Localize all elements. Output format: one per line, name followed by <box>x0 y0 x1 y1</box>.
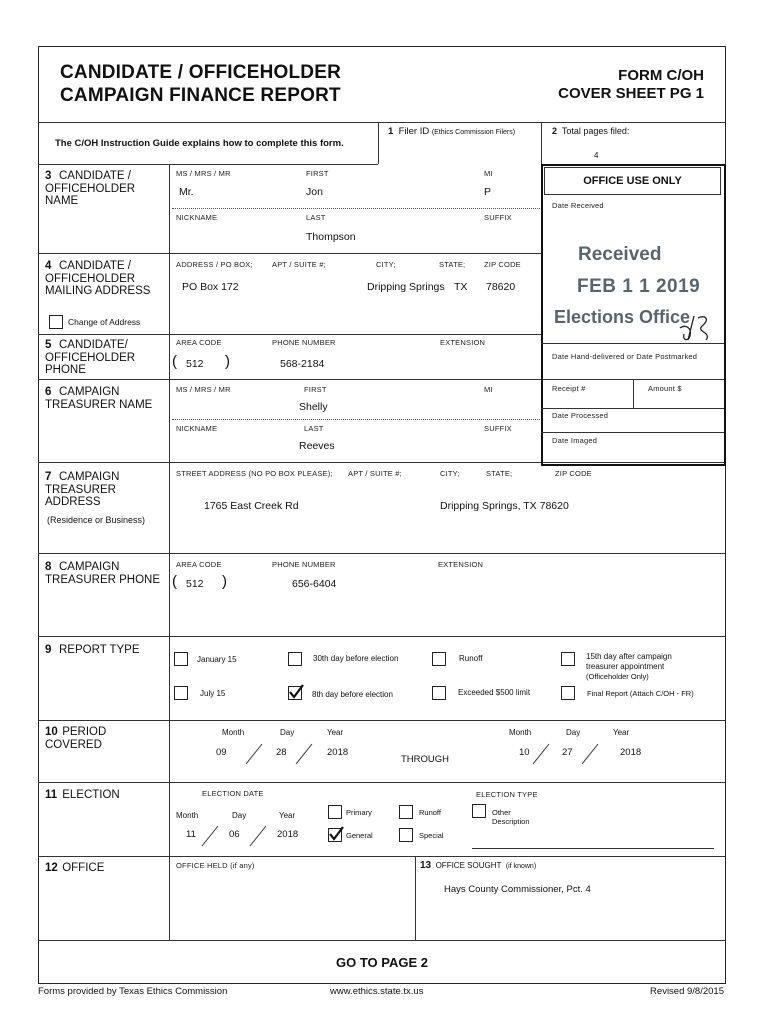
paren-left: ( <box>172 353 177 370</box>
footer-website[interactable]: www.ethics.state.tx.us <box>330 986 424 997</box>
s3-nickname-label: NICKNAME <box>176 213 218 222</box>
office-held-label: OFFICE HELD (if any) <box>176 861 255 870</box>
divider <box>38 553 725 554</box>
date-imaged-label: Date Imaged <box>552 436 598 445</box>
divider <box>38 940 725 941</box>
section-4-label: 4 CANDIDATE / OFFICEHOLDER MAILING ADDRESS <box>45 260 151 297</box>
divider <box>541 343 724 344</box>
s7-street-value[interactable]: 1765 East Creek Rd <box>204 500 299 512</box>
section-3-label: 3 CANDIDATE / OFFICEHOLDER NAME <box>45 170 136 207</box>
divider <box>541 432 724 433</box>
from-day-label: Day <box>280 728 295 737</box>
s3-first-value[interactable]: Jon <box>306 186 323 198</box>
runoff-report-label: Runoff <box>459 654 483 663</box>
stamp-elections-office: Elections Office <box>554 307 691 327</box>
final-report-label: Final Report (Attach C/OH - FR) <box>587 689 694 698</box>
15th-day-checkbox[interactable] <box>561 652 575 666</box>
divider <box>38 636 725 637</box>
sheet-label: COVER SHEET PG 1 <box>558 85 704 102</box>
s6-last-value[interactable]: Reeves <box>299 440 335 452</box>
divider <box>38 379 541 380</box>
divider <box>38 122 725 123</box>
other-label: Other Description <box>492 808 530 826</box>
to-day-value[interactable]: 27 <box>562 747 573 758</box>
s4-zip-label: ZIP CODE <box>484 260 521 269</box>
january-15-label: January 15 <box>197 655 237 664</box>
amount-label: Amount $ <box>648 384 682 393</box>
s6-first-value[interactable]: Shelly <box>299 401 328 413</box>
exceeded-500-label: Exceeded $500 limit <box>458 688 531 697</box>
s4-state-label: STATE; <box>439 260 466 269</box>
section-7-label: 7 CAMPAIGN TREASURER ADDRESS <box>45 471 120 508</box>
section-8-label: 8 CAMPAIGN TREASURER PHONE <box>45 561 161 586</box>
30th-day-label: 30th day before election <box>313 654 399 663</box>
to-year-value[interactable]: 2018 <box>620 747 642 758</box>
date-slash <box>200 824 220 848</box>
form-id: FORM C/OH <box>618 67 704 84</box>
election-day-value[interactable]: 06 <box>229 829 240 840</box>
stamp-received: Received <box>578 244 662 265</box>
date-received-label: Date Received <box>552 201 604 210</box>
election-year-label: Year <box>279 811 296 820</box>
s5-phone-label: PHONE NUMBER <box>272 338 336 347</box>
s3-last-value[interactable]: Thompson <box>306 231 356 243</box>
form-title-line1: CANDIDATE / OFFICEHOLDER <box>60 62 341 83</box>
s4-city-value[interactable]: Dripping Springs <box>367 281 445 293</box>
change-of-address-checkbox[interactable] <box>49 315 63 329</box>
receipt-label: Receipt # <box>552 384 586 393</box>
july-15-label: July 15 <box>200 689 226 698</box>
s3-prefix-value[interactable]: Mr. <box>179 186 194 198</box>
section-11-label: 11 ELECTION <box>45 789 120 801</box>
s8-extension-label: EXTENSION <box>438 560 484 569</box>
runoff-report-checkbox[interactable] <box>432 652 446 666</box>
footer-left: Forms provided by Texas Ethics Commission <box>38 986 228 997</box>
s8-phone-value[interactable]: 656-6404 <box>292 578 337 590</box>
divider <box>633 379 634 408</box>
s8-area-value[interactable]: 512 <box>186 578 204 590</box>
other-checkbox[interactable] <box>472 804 486 818</box>
paren-right: ) <box>225 353 230 370</box>
date-slash <box>580 742 600 766</box>
s3-first-label: FIRST <box>306 169 329 178</box>
paren-left: ( <box>172 573 177 590</box>
date-slash <box>248 824 268 848</box>
s7-zip-label: ZIP CODE <box>555 469 592 478</box>
election-type-label: ELECTION TYPE <box>476 790 538 799</box>
divider <box>541 408 724 409</box>
s6-last-label: LAST <box>304 424 324 433</box>
date-slash <box>294 742 314 766</box>
office-sought-label: 13 OFFICE SOUGHT (if known) <box>420 860 537 871</box>
s4-apt-label: APT / SUITE #; <box>272 260 326 269</box>
to-year-label: Year <box>613 728 630 737</box>
label-column-divider <box>169 164 170 940</box>
s7-apt-label: APT / SUITE #; <box>348 469 402 478</box>
date-processed-label: Date Processed <box>552 411 609 420</box>
change-of-address-label: Change of Address <box>68 317 141 327</box>
s6-prefix-label: MS / MRS / MR <box>176 385 231 394</box>
30th-day-checkbox[interactable] <box>288 652 302 666</box>
s3-suffix-label: SUFFIX <box>484 213 512 222</box>
s6-first-label: FIRST <box>304 385 327 394</box>
january-15-checkbox[interactable] <box>174 652 188 666</box>
s3-last-label: LAST <box>306 213 326 222</box>
s7-street-label: STREET ADDRESS (NO PO BOX PLEASE); <box>176 469 333 478</box>
section-10-label: 10 PERIOD COVERED <box>45 726 107 751</box>
s4-zip-value[interactable]: 78620 <box>486 281 516 293</box>
divider <box>38 856 725 857</box>
section-12-label: 12 OFFICE <box>45 862 105 874</box>
primary-label: Primary <box>346 808 372 817</box>
july-15-checkbox[interactable] <box>174 686 188 700</box>
go-to-page-2: GO TO PAGE 2 <box>336 955 428 970</box>
s8-phone-label: PHONE NUMBER <box>272 560 336 569</box>
s7-city-state-zip-value[interactable]: Dripping Springs, TX 78620 <box>440 500 569 512</box>
election-month-label: Month <box>176 811 199 820</box>
s3-mi-value[interactable]: P <box>484 186 492 198</box>
final-report-checkbox[interactable] <box>561 686 575 700</box>
office-use-title: OFFICE USE ONLY <box>583 175 682 187</box>
stamp-date: FEB 1 1 2019 <box>577 276 701 297</box>
election-runoff-checkbox[interactable] <box>399 805 413 819</box>
from-month-value[interactable]: 09 <box>216 747 227 758</box>
from-month-label: Month <box>222 728 245 737</box>
office-sought-value[interactable]: Hays County Commissioner, Pct. 4 <box>444 884 591 895</box>
s7-sub-label: (Residence or Business) <box>47 515 146 525</box>
divider <box>38 253 541 254</box>
dotted-divider <box>172 208 540 209</box>
divider <box>38 334 541 335</box>
filer-id-label: 1 Filer ID (Ethics Commission Filers) <box>388 126 516 137</box>
dotted-divider <box>172 419 540 420</box>
exceeded-500-checkbox[interactable] <box>432 686 446 700</box>
s7-city-label: CITY; <box>440 469 460 478</box>
footer-revised: Revised 9/8/2015 <box>650 986 724 997</box>
date-slash <box>531 742 551 766</box>
check-mark-icon <box>288 684 304 700</box>
election-year-value[interactable]: 2018 <box>277 829 299 840</box>
from-day-value[interactable]: 28 <box>276 747 287 758</box>
general-label: General <box>346 831 373 840</box>
s3-prefix-label: MS / MRS / MR <box>176 169 231 178</box>
15th-day-label: 15th day after campaign treasurer appointment (Officeholder Only) <box>586 652 672 681</box>
to-month-label: Month <box>509 728 532 737</box>
date-slash <box>244 742 264 766</box>
s6-suffix-label: SUFFIX <box>484 424 512 433</box>
section-6-label: 6 CAMPAIGN TREASURER NAME <box>45 386 153 411</box>
primary-checkbox[interactable] <box>328 805 342 819</box>
s5-phone-value[interactable]: 568-2184 <box>280 358 325 370</box>
divider <box>38 782 725 783</box>
through-label: THROUGH <box>401 754 450 765</box>
s4-address-value[interactable]: PO Box 172 <box>182 281 239 293</box>
paren-right: ) <box>222 573 227 590</box>
s5-area-label: AREA CODE <box>176 338 222 347</box>
s4-address-label: ADDRESS / PO BOX; <box>176 260 253 269</box>
divider <box>378 122 379 164</box>
divider <box>38 720 725 721</box>
s8-area-label: AREA CODE <box>176 560 222 569</box>
8th-day-checkbox[interactable] <box>288 686 302 700</box>
s6-mi-label: MI <box>484 385 493 394</box>
special-label: Special <box>419 831 444 840</box>
form-title-line2: CAMPAIGN FINANCE REPORT <box>60 85 341 106</box>
s5-extension-label: EXTENSION <box>440 338 486 347</box>
instruction-text: The C/OH Instruction Guide explains how to complete this form. <box>55 138 344 149</box>
section-9-label: 9 REPORT TYPE <box>45 644 140 656</box>
s5-area-value[interactable]: 512 <box>186 358 204 370</box>
to-day-label: Day <box>566 728 581 737</box>
s4-state-value[interactable]: TX <box>454 281 468 293</box>
divider <box>415 856 416 940</box>
election-day-label: Day <box>232 811 247 820</box>
initials-signature-icon <box>676 306 722 346</box>
election-month-value[interactable]: 11 <box>186 829 196 840</box>
s3-mi-label: MI <box>484 169 493 178</box>
other-description-line <box>472 848 714 849</box>
from-year-value[interactable]: 2018 <box>327 747 349 758</box>
election-date-label: ELECTION DATE <box>202 789 264 798</box>
s7-state-label: STATE; <box>486 469 513 478</box>
general-checkbox[interactable] <box>328 828 342 842</box>
s6-nickname-label: NICKNAME <box>176 424 218 433</box>
divider <box>541 122 542 164</box>
election-runoff-label: Runoff <box>419 808 441 817</box>
s4-city-label: CITY; <box>376 260 396 269</box>
from-year-label: Year <box>327 728 344 737</box>
special-checkbox[interactable] <box>399 828 413 842</box>
to-month-value[interactable]: 10 <box>519 747 530 758</box>
section-5-label: 5 CANDIDATE/ OFFICEHOLDER PHONE <box>45 339 136 376</box>
total-pages-value[interactable]: 4 <box>594 151 599 160</box>
divider <box>38 462 725 463</box>
check-mark-icon <box>328 826 344 842</box>
date-hand-delivered-label: Date Hand-delivered or Date Postmarked <box>552 352 698 361</box>
8th-day-label: 8th day before election <box>312 690 393 699</box>
total-pages-label: 2 Total pages filed: <box>552 126 630 136</box>
divider <box>38 164 378 165</box>
